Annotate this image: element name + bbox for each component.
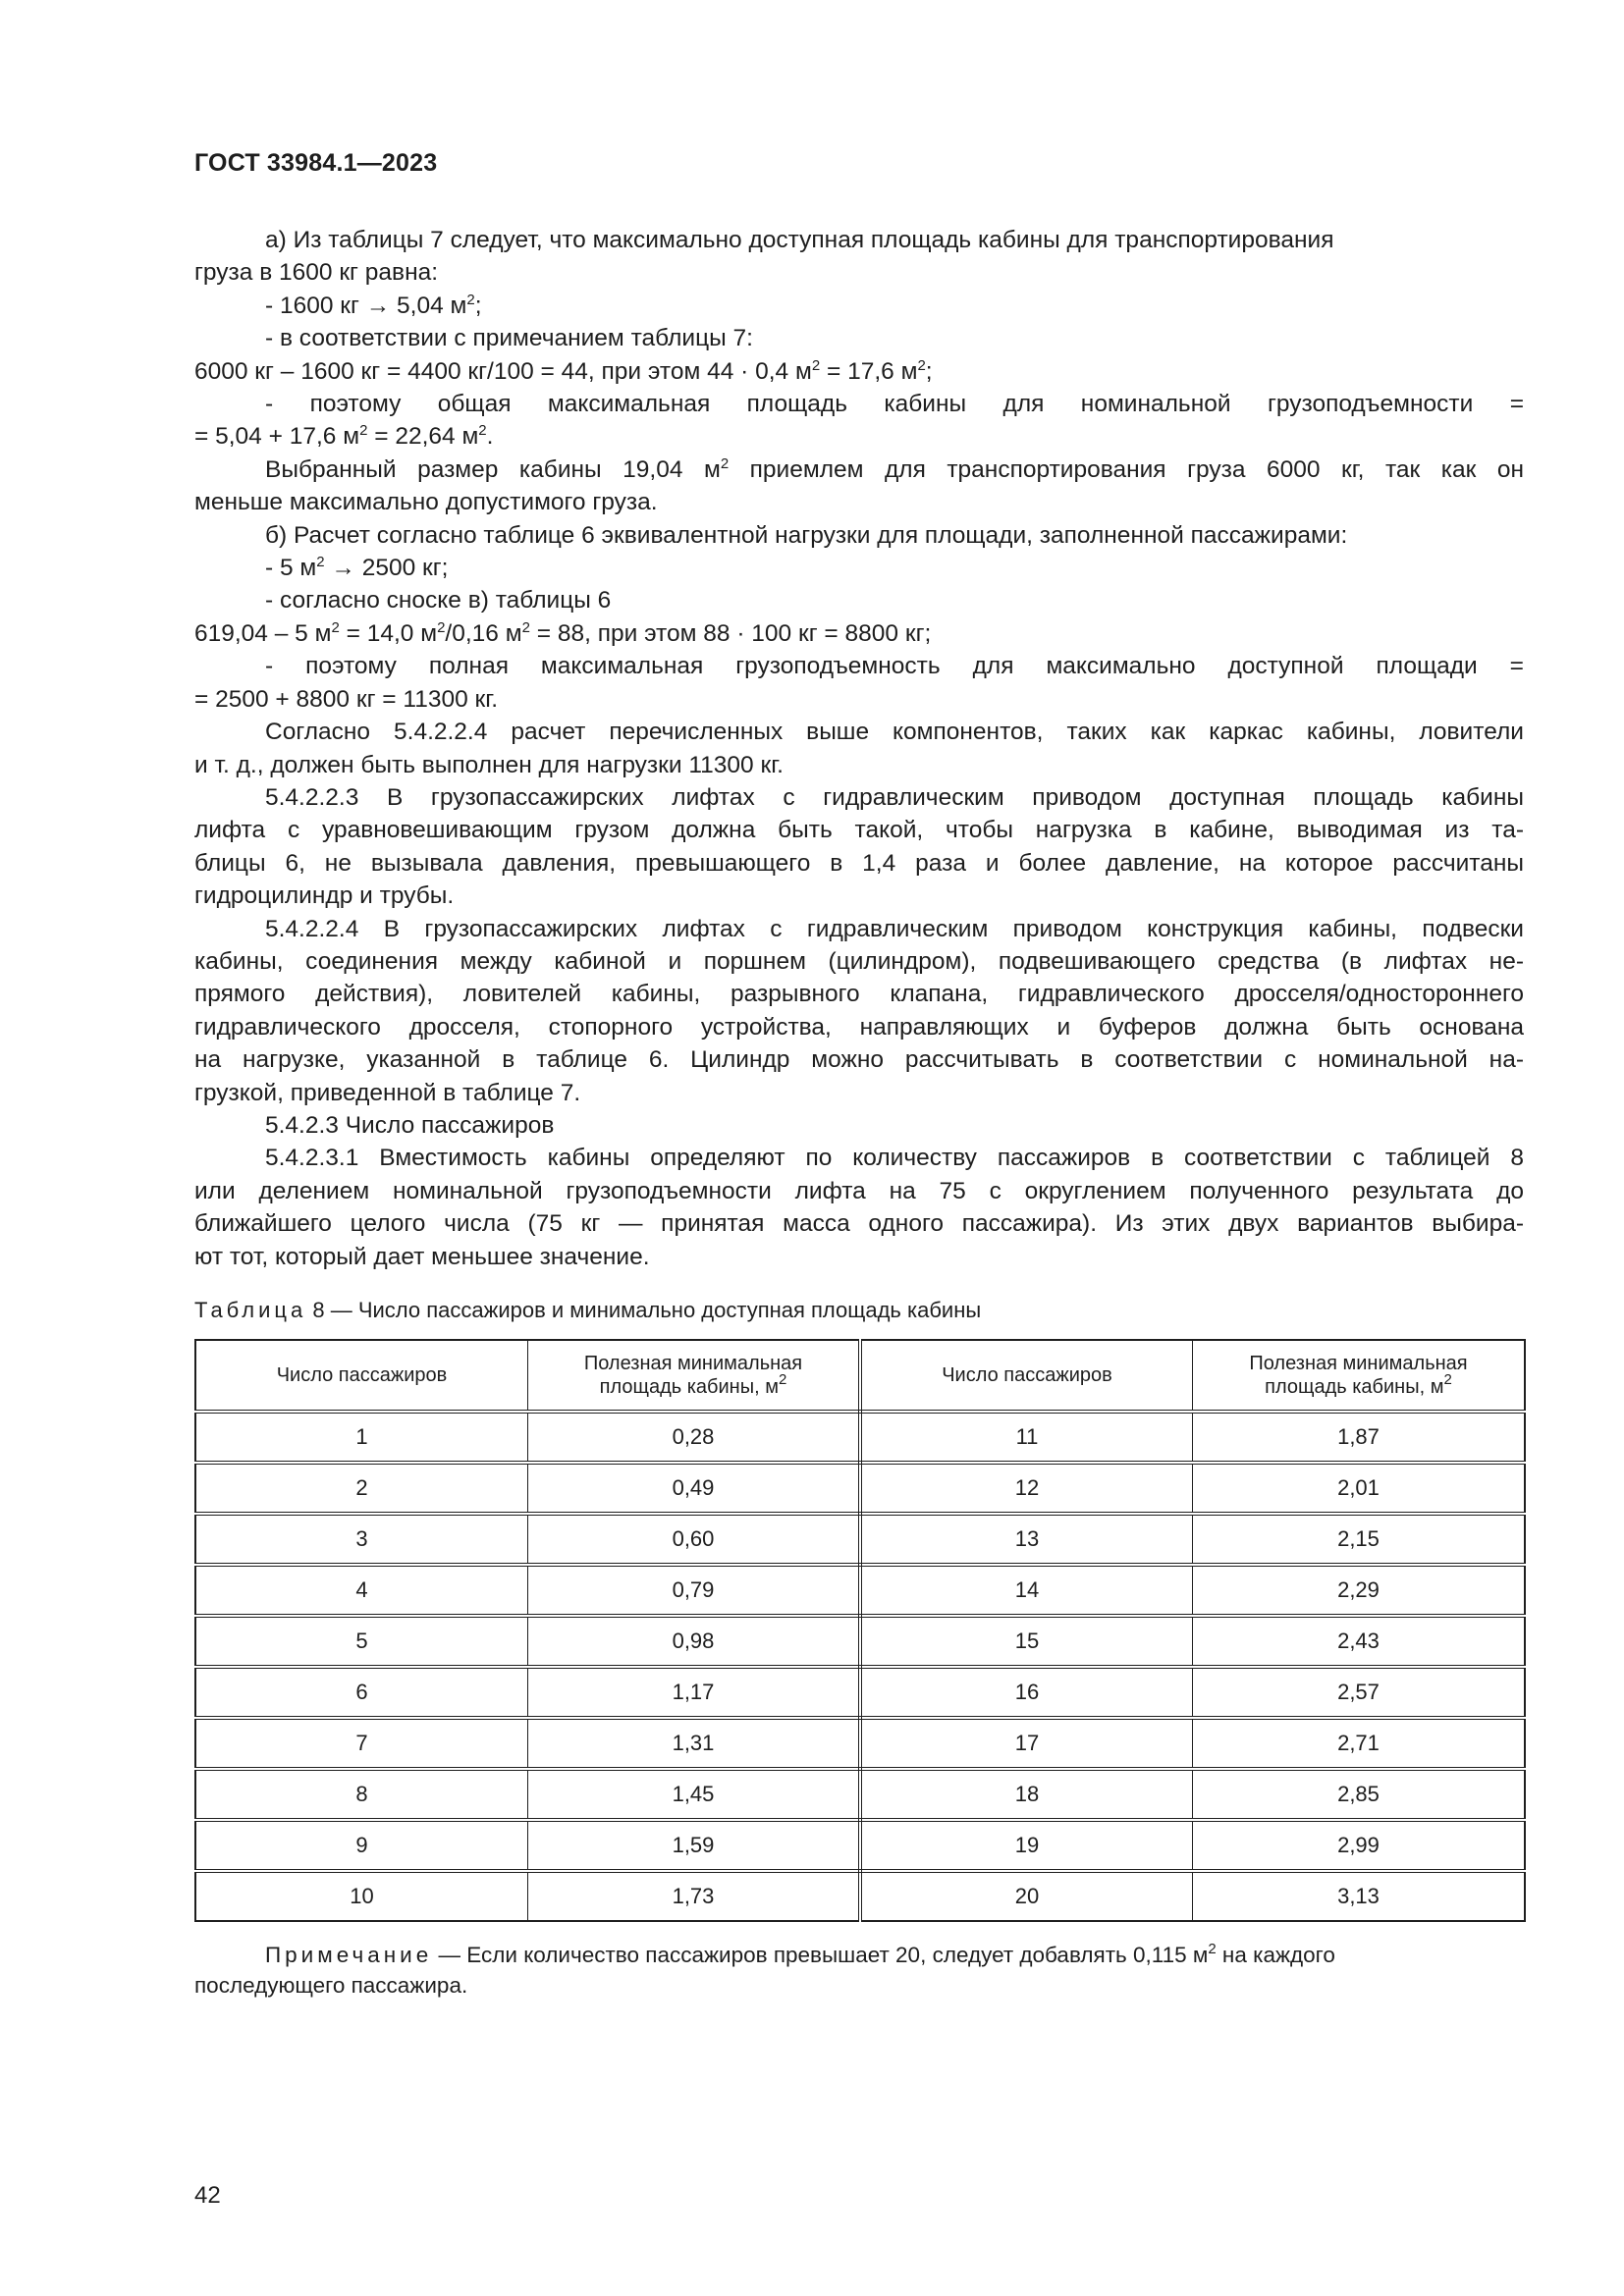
table-row bbox=[195, 1565, 1525, 1616]
table-cell: 1,73 bbox=[528, 1871, 861, 1921]
table-row bbox=[195, 1514, 1525, 1565]
paragraph: 5.4.2.2.4 В грузопассажирских лифтах с гидравлическим приводом конструкция кабины, подвески bbox=[265, 915, 1524, 942]
paragraph: Согласно 5.4.2.2.4 расчет перечисленных выше компонентов, таких как каркас кабины, ловители bbox=[265, 719, 1524, 746]
table-cell: 3,13 bbox=[1193, 1871, 1526, 1921]
paragraph: - согласно сноске в) таблицы 6 bbox=[265, 587, 612, 614]
table-cell: 18 bbox=[860, 1769, 1193, 1820]
paragraph: Выбранный размер кабины 19,04 $м^2$ приемлем для транспортирования груза 6000 кг, так как он bbox=[265, 454, 1525, 483]
table-row bbox=[195, 1718, 1525, 1769]
table-cell: 0,79 bbox=[528, 1565, 861, 1616]
paragraph: кабины, соединения между кабиной и поршнем (цилиндром), подвешивающего средства (в лифтах не- bbox=[194, 947, 1524, 975]
table-cell: 15 bbox=[860, 1616, 1193, 1667]
table-cell: 2,57 bbox=[1193, 1667, 1526, 1718]
paragraph: - 5 $м^2 \to 2500$ кг; bbox=[265, 554, 449, 582]
table-cell: 6 bbox=[195, 1667, 528, 1718]
column-header-area: Полезная минимальная площадь кабины, $м^2$ bbox=[528, 1340, 861, 1412]
table-cell: 4 bbox=[195, 1565, 528, 1616]
paragraph: ближайшего целого числа (75 кг — принятая масса одного пассажира). Из этих двух вариантов выбира- bbox=[194, 1210, 1524, 1238]
paragraph: и т. д., должен быть выполнен для нагрузки 11300 кг. bbox=[194, 751, 784, 778]
table-cell: 16 bbox=[860, 1667, 1193, 1718]
table-cell: 8 bbox=[195, 1769, 528, 1820]
paragraph: - в соответствии с примечанием таблицы 7: bbox=[265, 325, 753, 352]
page-number: 42 bbox=[194, 2182, 221, 2209]
paragraph: на нагрузке, указанной в таблице 6. Цилиндр можно рассчитывать в соответствии с номинальной на- bbox=[194, 1046, 1524, 1074]
table-cell: 2,29 bbox=[1193, 1565, 1526, 1616]
body-text bbox=[194, 224, 1524, 1273]
table-cell: 19 bbox=[860, 1820, 1193, 1871]
paragraph: грузкой, приведенной в таблице 7. bbox=[194, 1079, 581, 1106]
paragraph: 6000 кг – 1600 кг = 4400 кг/100 = 44, при этом 44 · 0,4 $м^2 = 17,6$ $м^2$; bbox=[194, 356, 933, 385]
paragraph: блицы 6, не вызывала давления, превышающего в 1,4 раза и более давление, на которое рассчитаны bbox=[194, 849, 1524, 877]
table-cell: 2 bbox=[195, 1463, 528, 1514]
paragraph: а) Из таблицы 7 следует, что максимально доступная площадь кабины для транспортирования груза в 1600 кг равна: bbox=[194, 227, 1334, 287]
table-cell: 0,49 bbox=[528, 1463, 861, 1514]
paragraph: 619,04 – 5 $м^2 = 14,0$ $м^2/0,16$ $м^2 = 88$, при этом 88 · 100 кг = 8800 кг; bbox=[194, 618, 932, 647]
table-cell: 2,85 bbox=[1193, 1769, 1526, 1820]
table-cell: 1,17 bbox=[528, 1667, 861, 1718]
table-row bbox=[195, 1616, 1525, 1667]
paragraph: - поэтому общая максимальная площадь кабины для номинальной грузоподъемности = bbox=[265, 391, 1524, 418]
table-cell: 2,43 bbox=[1193, 1616, 1526, 1667]
table-header-row bbox=[195, 1340, 1525, 1412]
column-header-passengers: Число пассажиров bbox=[195, 1340, 528, 1412]
table-cell: 20 bbox=[860, 1871, 1193, 1921]
table-cell: 1,31 bbox=[528, 1718, 861, 1769]
table-cell: 1,45 bbox=[528, 1769, 861, 1820]
table-cell: 13 bbox=[860, 1514, 1193, 1565]
paragraph: гидроцилиндр и трубы. bbox=[194, 882, 455, 910]
paragraph: = 5,04 + 17,6 $м^2 = 22,64$ $м^2$. bbox=[194, 422, 494, 451]
paragraph: 5.4.2.3.1 Вместимость кабины определяют по количеству пассажиров в соответствии с таблицей 8 bbox=[265, 1145, 1524, 1172]
table-cell: 2,71 bbox=[1193, 1718, 1526, 1769]
paragraph: б) Расчет согласно таблице 6 эквивалентной нагрузки для площади, заполненной пассажирами: bbox=[265, 521, 1348, 549]
paragraph: 5.4.2.2.3 В грузопассажирских лифтах с гидравлическим приводом доступная площадь кабины bbox=[265, 783, 1524, 811]
table-cell: 1,59 bbox=[528, 1820, 861, 1871]
document-header: ГОСТ 33984.1—2023 bbox=[194, 149, 438, 177]
table-caption: Таблица 8 — Число пассажиров и минимально доступная площадь кабины bbox=[194, 1298, 982, 1322]
table-cell: 2,99 bbox=[1193, 1820, 1526, 1871]
table-cell: 12 bbox=[860, 1463, 1193, 1514]
table-cell: 2,15 bbox=[1193, 1514, 1526, 1565]
table-row bbox=[195, 1667, 1525, 1718]
table-cell: 0,28 bbox=[528, 1412, 861, 1463]
table-row bbox=[195, 1769, 1525, 1820]
paragraph: - 1600 кг → 5,04 $м^2$; bbox=[265, 291, 482, 319]
table-cell: 1,87 bbox=[1193, 1412, 1526, 1463]
table-cell: 17 bbox=[860, 1718, 1193, 1769]
table-cell: 5 bbox=[195, 1616, 528, 1667]
paragraph: прямого действия), ловителей кабины, разрывного клапана, гидравлического дросселя/одностороннего bbox=[194, 981, 1524, 1008]
paragraph: меньше максимально допустимого груза. bbox=[194, 489, 658, 516]
table-row bbox=[195, 1463, 1525, 1514]
paragraph: ют тот, который дает меньшее значение. bbox=[194, 1243, 650, 1270]
paragraph: или делением номинальной грузоподъемности лифта на 75 с округлением полученного результата до bbox=[194, 1177, 1524, 1204]
table-cell: 3 bbox=[195, 1514, 528, 1565]
paragraph: гидравлического дросселя, стопорного устройства, направляющих и буферов должна быть основана bbox=[194, 1013, 1524, 1041]
table-cell: 14 bbox=[860, 1565, 1193, 1616]
table-row bbox=[195, 1412, 1525, 1463]
paragraph: - поэтому полная максимальная грузоподъемность для максимально доступной площади = bbox=[265, 653, 1524, 680]
table-cell: 11 bbox=[860, 1412, 1193, 1463]
passenger-area-table bbox=[194, 1339, 1526, 1922]
table-cell: 10 bbox=[195, 1871, 528, 1921]
table-cell: 9 bbox=[195, 1820, 528, 1871]
table-cell: 0,98 bbox=[528, 1616, 861, 1667]
section-heading: 5.4.2.3 Число пассажиров bbox=[265, 1111, 555, 1139]
paragraph: = 2500 + 8800 кг = 11300 кг. bbox=[194, 685, 499, 713]
table-cell: 1 bbox=[195, 1412, 528, 1463]
table-row bbox=[195, 1820, 1525, 1871]
table-cell: 0,60 bbox=[528, 1514, 861, 1565]
column-header-area: Полезная минимальная площадь кабины, $м^2$ bbox=[1193, 1340, 1526, 1412]
paragraph: лифта с уравновешивающим грузом должна быть такой, чтобы нагрузка в кабине, выводимая из та- bbox=[194, 817, 1524, 844]
table-row bbox=[195, 1871, 1525, 1921]
table-cell: 7 bbox=[195, 1718, 528, 1769]
table-note: Примечание — Если количество пассажиров превышает 20, следует добавлять 0,115 $м^2$ на каждого последующего пассажира. bbox=[194, 1941, 1335, 1998]
column-header-passengers: Число пассажиров bbox=[860, 1340, 1193, 1412]
table-cell: 2,01 bbox=[1193, 1463, 1526, 1514]
